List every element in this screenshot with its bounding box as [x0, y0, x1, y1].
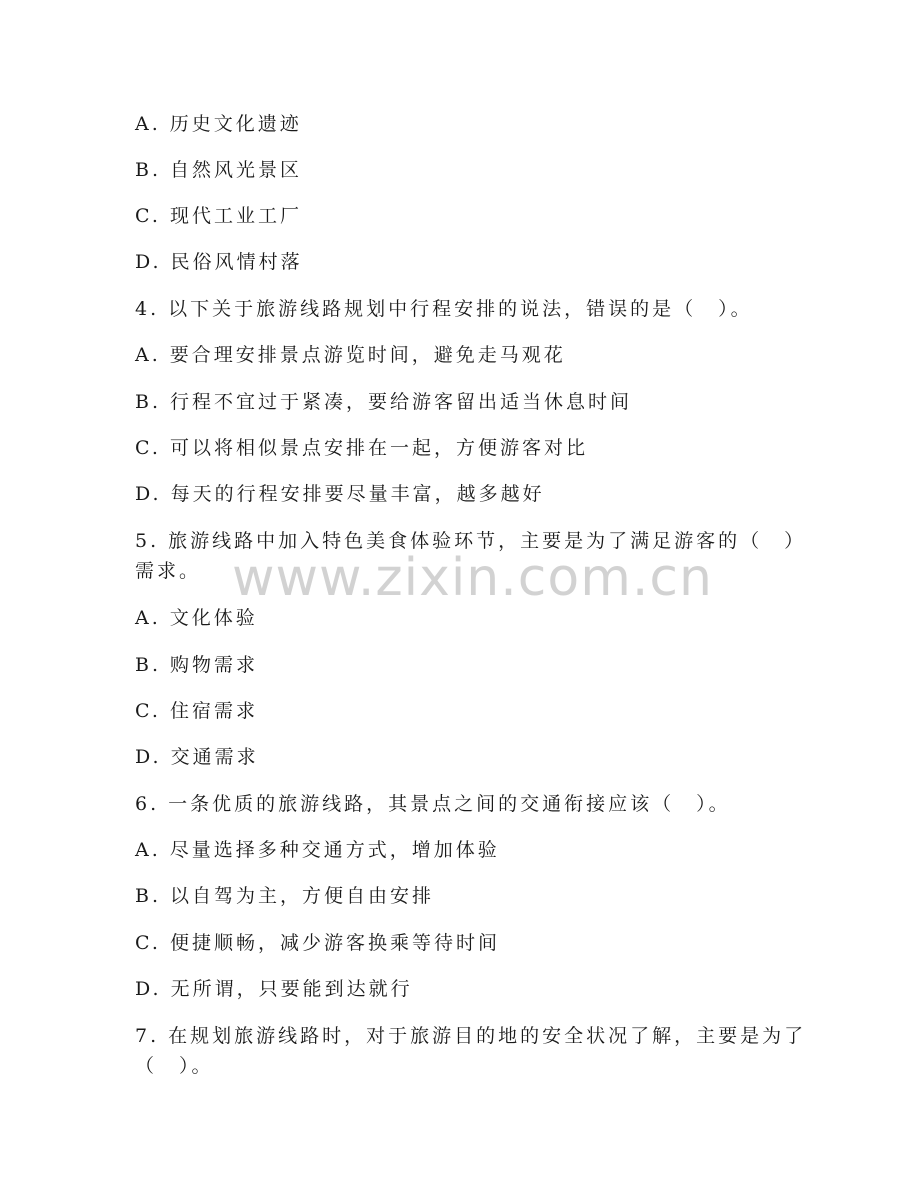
option-b-q6: B. 以自驾为主，方便自由安排: [135, 885, 435, 907]
option-d-q4: D. 每天的行程安排要尽量丰富，越多越好: [135, 483, 545, 505]
option-c-q4: C. 可以将相似景点安排在一起，方便游客对比: [135, 437, 588, 459]
option-d-q5: D. 交通需求: [135, 746, 259, 768]
option-b-q3: B. 自然风光景区: [135, 159, 303, 181]
question-7-line-2: （ ）。: [135, 1055, 214, 1077]
question-5-line-1: 5. 旅游线路中加入特色美食体验环节，主要是为了满足游客的（ ）: [135, 530, 807, 552]
option-a-q3: A. 历史文化遗迹: [135, 113, 302, 135]
option-d-q3: D. 民俗风情村落: [135, 251, 303, 273]
question-5-line-2: 需求。: [135, 560, 202, 582]
option-a-q6: A. 尽量选择多种交通方式，增加体验: [135, 839, 500, 861]
question-4: 4. 以下关于旅游线路规划中行程安排的说法，错误的是（ ）。: [135, 298, 753, 320]
watermark: www.zixin.com.cn: [232, 548, 713, 608]
option-c-q3: C. 现代工业工厂: [135, 205, 302, 227]
option-c-q6: C. 便捷顺畅，减少游客换乘等待时间: [135, 932, 500, 954]
option-a-q4: A. 要合理安排景点游览时间，避免走马观花: [135, 344, 566, 366]
option-b-q5: B. 购物需求: [135, 654, 259, 676]
question-7-line-1: 7. 在规划旅游线路时，对于旅游目的地的安全状况了解，主要是为了: [135, 1025, 807, 1047]
question-6: 6. 一条优质的旅游线路，其景点之间的交通衔接应该（ ）。: [135, 793, 731, 815]
option-a-q5: A. 文化体验: [135, 607, 258, 629]
option-c-q5: C. 住宿需求: [135, 700, 258, 722]
option-d-q6: D. 无所谓，只要能到达就行: [135, 978, 413, 1000]
option-b-q4: B. 行程不宜过于紧凑，要给游客留出适当休息时间: [135, 391, 633, 413]
